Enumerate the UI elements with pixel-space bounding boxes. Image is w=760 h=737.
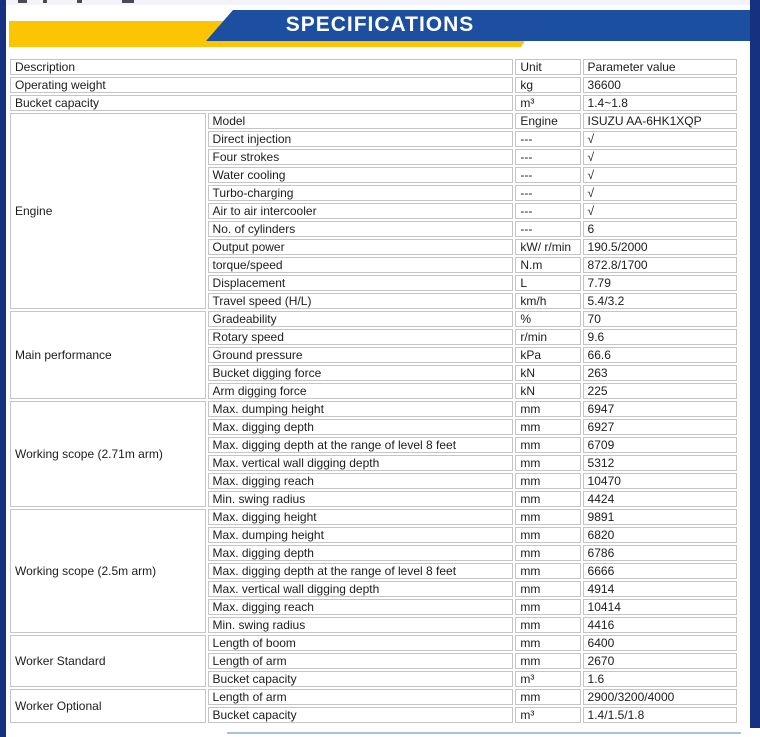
spec-label-cell: Max. dumping height [208,527,514,543]
unit-cell: m³ [515,95,580,111]
unit-cell: mm [515,527,580,543]
cropped-text-artifact [43,0,47,3]
header-description: Description [10,59,513,75]
value-cell: 1.4~1.8 [583,95,737,111]
value-cell: 4416 [583,617,737,633]
unit-cell: mm [515,689,580,705]
spec-label-cell: Arm digging force [208,383,514,399]
unit-cell: mm [515,617,580,633]
unit-cell: --- [515,185,580,201]
unit-cell: --- [515,221,580,237]
next-section-divider [227,732,741,734]
value-cell: 4424 [583,491,737,507]
value-cell: 6666 [583,563,737,579]
unit-cell: m³ [515,671,580,687]
value-cell: 872.8/1700 [583,257,737,273]
spec-label-cell: Ground pressure [208,347,514,363]
table-row [10,401,737,417]
unit-cell: mm [515,563,580,579]
spec-label-cell: Direct injection [208,131,514,147]
unit-cell: --- [515,149,580,165]
unit-cell: kN [515,365,580,381]
spec-label-cell: Model [208,113,514,129]
value-cell: 225 [583,383,737,399]
value-cell: 5312 [583,455,737,471]
spec-label-cell: Rotary speed [208,329,514,345]
spec-label-cell: Air to air intercooler [208,203,514,219]
unit-cell: mm [515,419,580,435]
unit-cell: mm [515,545,580,561]
unit-cell: % [515,311,580,327]
unit-cell: --- [515,131,580,147]
spec-label-cell: Output power [208,239,514,255]
unit-cell: Engine [515,113,580,129]
unit-cell: kg [515,77,580,93]
section-title-cell: Working scope (2.5m arm) [10,509,206,633]
spec-label-cell: Max. vertical wall digging depth [208,581,514,597]
unit-cell: mm [515,581,580,597]
spec-label-cell: Length of arm [208,689,514,705]
header-parameter-value: Parameter value [583,59,737,75]
value-cell: 2900/3200/4000 [583,689,737,705]
spec-label-cell: Max. digging depth at the range of level 8 feet [208,563,514,579]
unit-cell: mm [515,437,580,453]
value-cell: 6 [583,221,737,237]
unit-cell: mm [515,473,580,489]
spec-label-cell: Max. digging reach [208,599,514,615]
spec-label-cell: Gradeability [208,311,514,327]
unit-cell: mm [515,491,580,507]
value-cell: 36600 [583,77,737,93]
table-row [10,95,737,111]
spec-label-cell: Displacement [208,275,514,291]
value-cell: ISUZU AA-6HK1XQP [583,113,737,129]
value-cell: √ [583,131,737,147]
spec-label-cell: Four strokes [208,149,514,165]
spec-label-cell: Max. dumping height [208,401,514,417]
value-cell: √ [583,203,737,219]
spec-label-cell: Max. digging depth at the range of level 8 feet [208,437,514,453]
cropped-text-artifact [77,0,82,3]
spec-label-cell: Max. digging depth [208,545,514,561]
section-title-cell: Engine [10,113,206,309]
spec-label-cell: Bucket capacity [10,95,513,111]
spec-label-cell: Length of boom [208,635,514,651]
spec-label-cell: Min. swing radius [208,617,514,633]
table-header-row [10,59,737,75]
section-title-cell: Worker Standard [10,635,206,687]
section-title-cell: Working scope (2.71m arm) [10,401,206,507]
value-cell: 70 [583,311,737,327]
specifications-table [8,57,739,725]
page-title: SPECIFICATIONS [285,13,475,36]
value-cell: 66.6 [583,347,737,363]
value-cell: 1.6 [583,671,737,687]
unit-cell: km/h [515,293,580,309]
page-border-left [0,0,6,737]
spec-label-cell: Bucket capacity [208,707,514,723]
unit-cell: kN [515,383,580,399]
header-unit: Unit [515,59,580,75]
spec-table-body [10,59,737,723]
unit-cell: kW/ r/min [515,239,580,255]
unit-cell: r/min [515,329,580,345]
spec-label-cell: Bucket capacity [208,671,514,687]
unit-cell: N.m [515,257,580,273]
value-cell: 5.4/3.2 [583,293,737,309]
value-cell: 2670 [583,653,737,669]
unit-cell: mm [515,653,580,669]
spec-label-cell: Max. vertical wall digging depth [208,455,514,471]
spec-label-cell: Min. swing radius [208,491,514,507]
page-border-right [750,0,760,728]
spec-label-cell: Max. digging depth [208,419,514,435]
value-cell: 6820 [583,527,737,543]
cropped-text-artifact [122,0,134,3]
table-row [10,689,737,705]
unit-cell: mm [515,635,580,651]
spec-label-cell: Operating weight [10,77,513,93]
unit-cell: --- [515,203,580,219]
section-title-cell: Worker Optional [10,689,206,723]
unit-cell: m³ [515,707,580,723]
spec-label-cell: Max. digging reach [208,473,514,489]
table-row [10,509,737,525]
spec-label-cell: Max. digging height [208,509,514,525]
value-cell: 6400 [583,635,737,651]
spec-label-cell: No. of cylinders [208,221,514,237]
unit-cell: kPa [515,347,580,363]
value-cell: 10470 [583,473,737,489]
unit-cell: --- [515,167,580,183]
unit-cell: mm [515,401,580,417]
unit-cell: mm [515,599,580,615]
unit-cell: mm [515,509,580,525]
unit-cell: mm [515,455,580,471]
value-cell: 7.79 [583,275,737,291]
table-row [10,77,737,93]
spec-label-cell: Travel speed (H/L) [208,293,514,309]
value-cell: 6786 [583,545,737,561]
table-row [10,311,737,327]
spec-label-cell: Turbo-charging [208,185,514,201]
cropped-text-artifact [18,0,27,3]
spec-label-cell: Water cooling [208,167,514,183]
value-cell: 1.4/1.5/1.8 [583,707,737,723]
value-cell: 6927 [583,419,737,435]
value-cell: 263 [583,365,737,381]
value-cell: √ [583,167,737,183]
spec-label-cell: torque/speed [208,257,514,273]
value-cell: 9.6 [583,329,737,345]
value-cell: 9891 [583,509,737,525]
value-cell: 6709 [583,437,737,453]
value-cell: 10414 [583,599,737,615]
spec-label-cell: Bucket digging force [208,365,514,381]
value-cell: 6947 [583,401,737,417]
value-cell: √ [583,185,737,201]
section-title-cell: Main performance [10,311,206,399]
table-row [10,113,737,129]
table-row [10,635,737,651]
spec-label-cell: Length of arm [208,653,514,669]
unit-cell: L [515,275,580,291]
value-cell: 4914 [583,581,737,597]
cropped-top-strip [6,0,760,5]
value-cell: 190.5/2000 [583,239,737,255]
value-cell: √ [583,149,737,165]
